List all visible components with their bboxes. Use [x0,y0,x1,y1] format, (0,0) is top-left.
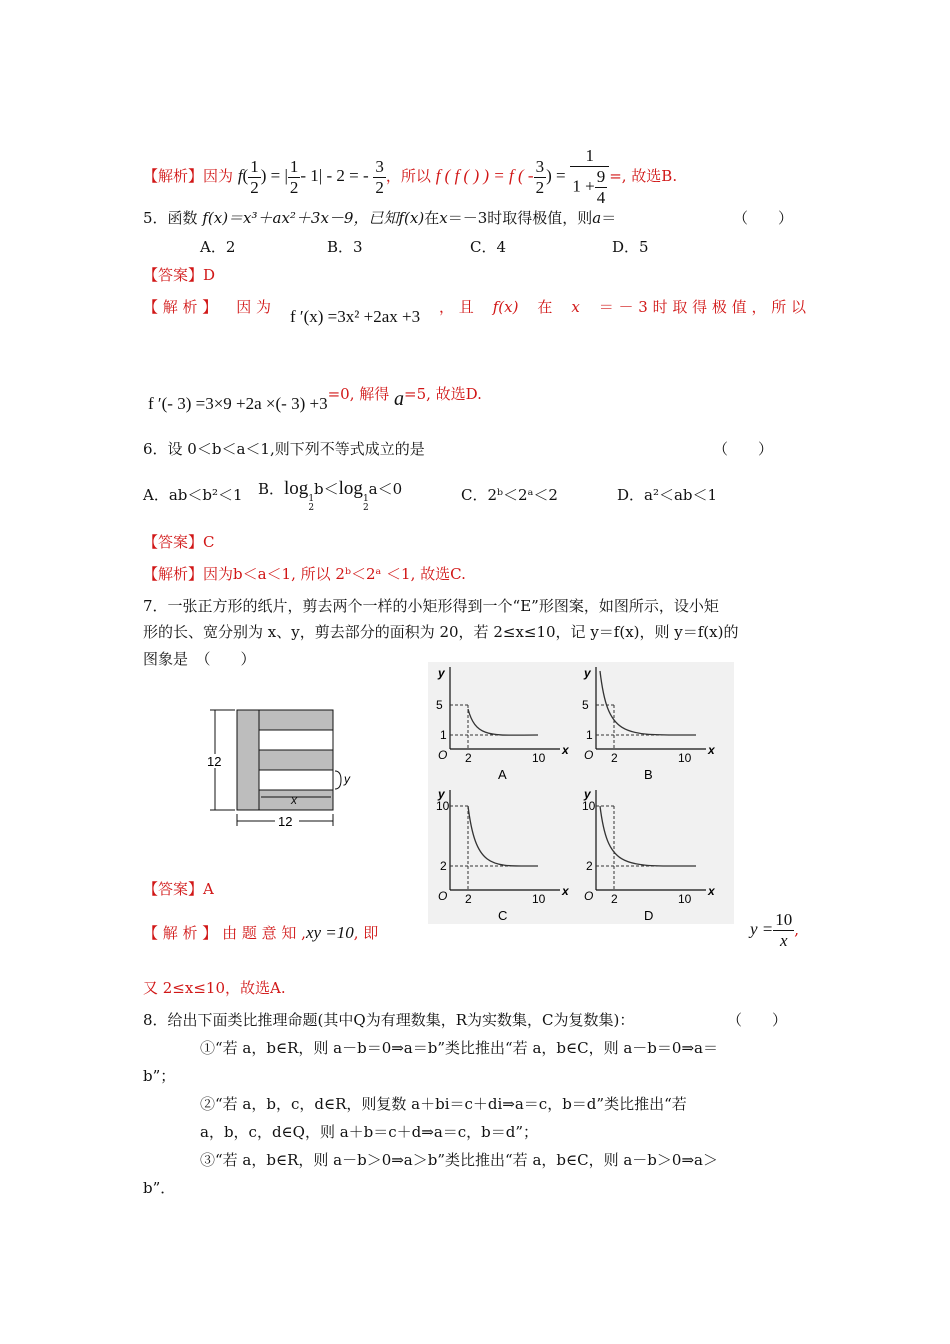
q5-option-b: B．3 [327,238,363,256]
graph-y-bottom-label: 1 [440,728,447,742]
q5-answer: 【答案】D [143,266,216,284]
q6-paren: （ ） [713,440,774,458]
graph-origin-label: O [438,889,448,903]
e-shape-figure [205,700,365,830]
graph-x-axis-label: x [708,884,715,898]
graph-x-left-label: 2 [611,892,618,906]
q6-option-d: D．a²＜ab＜1 [617,486,718,504]
q8-paren: （ ） [727,1011,788,1029]
q7-line3: 图象是 （ ） [143,650,256,668]
q5-analysis-2: f ′(- 3) =3×9 +2a ×(- 3) +3=0, 解得 a=5, 故选D. [148,385,482,413]
graph-x-right-label: 10 [532,892,546,906]
graph-options [428,662,734,924]
graph-origin-label: O [438,748,448,762]
q7-analysis-formula: y = $\frac{10}{x}$ , [750,910,800,950]
q6-stem: 6．设 0＜b＜a＜1,则下列不等式成立的是 [143,440,425,458]
q7-line2: 形的长、宽分别为 x、y，剪去部分的面积为 20，若 2≤x≤10，记 y＝f(x)，则 y＝f(x)的 [143,623,739,641]
graph-options-panel [428,662,734,924]
q7-line1: 7．一张正方形的纸片，剪去两个一样的小矩形得到一个“E”形图案，如图所示，设小矩 [143,597,719,615]
q7-analysis-2: 又 2≤x≤10，故选A. [143,979,286,997]
fraction-nested: 1 1 + $\frac{9}{4}$ [570,146,609,208]
graph-y-top-label: 10 [582,799,596,813]
q6-option-b: B．log 1 2 b＜log 1 2 a＜0 [258,478,403,513]
q6-answer: 【答案】C [143,533,215,551]
graph-curve [468,806,538,866]
q5-stem: 5．函数 f(x)＝x³＋ax²＋3x－9，已知f(x)在x＝－3时取得极值，则a＝ [143,209,617,227]
q7-answer: 【答案】A [143,880,214,898]
graph-x-left-label: 2 [611,751,618,765]
q6-option-a: A．ab＜b²＜1 [143,486,243,504]
q5-option-d: D．5 [612,238,649,256]
graph-x-right-label: 10 [532,751,546,765]
graph-origin-label: O [584,748,594,762]
graph-x-right-label: 10 [678,751,692,765]
graph-x-left-label: 2 [465,892,472,906]
q8-stem: 8．给出下面类比推理命题(其中Q为有理数集，R为实数集，C为复数集)： [143,1011,635,1029]
graph-x-left-label: 2 [465,751,472,765]
graph-y-top-label: 10 [436,799,450,813]
fraction-one-half: $\frac{1}{2}$ [250,156,259,197]
q8-item2b: a，b，c，d∈Q，则 a＋b＝c＋d⇒a＝c，b＝d”； [200,1123,539,1141]
graph-y-bottom-label: 2 [586,859,593,873]
graph-y-top-label: 5 [436,698,443,712]
q8-item3a: ③“若 a，b∈R，则 a－b＞0⇒a＞b”类比推出“若 a，b∈C，则 a－b＞0⇒a＞ [200,1151,718,1169]
graph-option-label: C [498,908,508,923]
fraction-three-half: $\frac{3}{2}$ [375,156,384,197]
q8-item1a: ①“若 a，b∈R，则 a－b＝0⇒a＝b”类比推出“若 a，b∈C，则 a－b＝0⇒a＝ [200,1039,718,1057]
q5-option-a: A．2 [200,238,236,256]
q6-option-c: C．2ᵇ＜2ᵃ＜2 [461,486,558,504]
graph-y-top-label: 5 [582,698,589,712]
q5-paren: （ ） [733,209,794,227]
graph-option-label: B [644,767,653,782]
graph-y-bottom-label: 2 [440,859,447,873]
graph-y-axis-label: y [438,787,445,801]
graph-y-axis-label: y [438,666,445,680]
q8-item2a: ②“若 a，b，c，d∈R，则复数 a＋bi＝c＋di⇒a＝c，b＝d”类比推出“若 [200,1095,687,1113]
graph-x-axis-label: x [562,743,569,757]
graph-option-label: A [498,767,507,782]
q6-analysis: 【解析】因为b＜a＜1, 所以 2ᵇ＜2ᵃ ＜1, 故选C. [143,565,466,583]
fig-y-label: y [344,772,350,786]
fraction-three-half-2: $\frac{3}{2}$ [535,156,545,197]
analysis-tag: 【解析】 [143,167,204,185]
q7-analysis-1: 【 解 析 】 由 题 意 知 ,xy =10, 即 [143,923,379,942]
graph-x-axis-label: x [708,743,715,757]
q8-item3b: b”． [143,1179,176,1197]
q5-analysis-1: 【 解 析 】 因 为 f ′(x) =3x² +2ax +3 ， 且 f(x) 在 x ＝ － 3 时 取 得 极 值 ， 所 以 [143,298,806,326]
fig-x-label: x [291,793,297,807]
q5-option-c: C．4 [470,238,507,256]
fig-side-label: 12 [207,754,222,769]
graph-origin-label: O [584,889,594,903]
graph-y-axis-label: y [584,666,591,680]
fig-bottom-label: 12 [278,814,293,829]
graph-x-right-label: 10 [678,892,692,906]
graph-curve [468,709,538,735]
graph-x-axis-label: x [562,884,569,898]
q8-item1b: b”； [143,1067,176,1085]
q4-analysis: 【解析】因为 f( $\frac{1}{2}$ ) = | $\frac{1}{2}$ - 1| - 2 = - $\frac{3}{2}$ ，所以 f ( f ( ) ) = f ( - $\frac{3}{2}$ ) = 1 1 + $\frac{9}{4}$ =, 故选B. [143,146,678,207]
graph-y-axis-label: y [584,787,591,801]
fraction-ten-over-x: $\frac{10}{x}$ [775,910,793,950]
graph-y-bottom-label: 1 [586,728,593,742]
fraction-one-half-2: $\frac{1}{2}$ [289,156,299,197]
graph-option-label: D [644,908,654,923]
